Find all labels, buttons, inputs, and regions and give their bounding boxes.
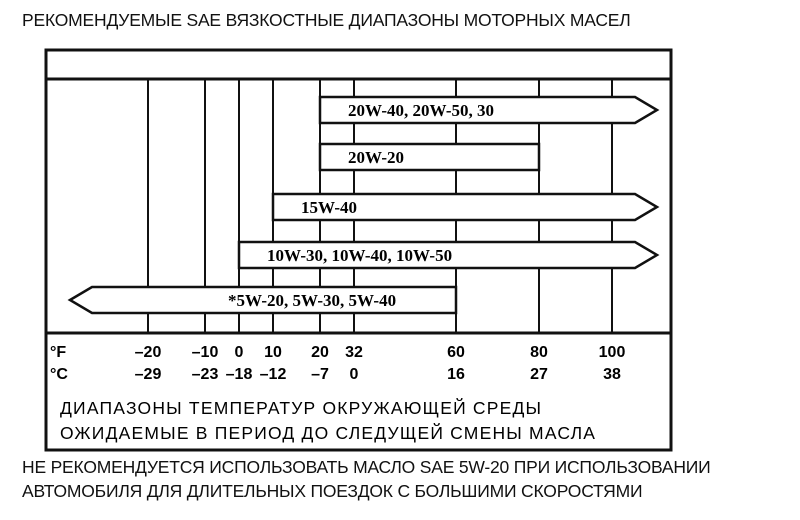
viscosity-bars (70, 97, 657, 313)
diagram-title: РЕКОМЕНДУЕМЫЕ SAE ВЯЗКОСТНЫЕ ДИАПАЗОНЫ МОТОРНЫХ МАСЕЛ (22, 10, 631, 30)
fahrenheit-tick-2: 0 (234, 344, 244, 361)
celsius-tick-6: 16 (447, 366, 465, 383)
viscosity-bar-label-1: 20W-20 (348, 148, 405, 167)
celsius-tick-2: –18 (225, 366, 253, 383)
fahrenheit-tick-3: 10 (264, 344, 282, 361)
viscosity-bar-label-2: 15W-40 (301, 198, 358, 217)
caption-line-1: ДИАПАЗОНЫ ТЕМПЕРАТУР ОКРУЖАЮЩЕЙ СРЕДЫ (60, 398, 543, 418)
viscosity-bar-label-0: 20W-40, 20W-50, 30 (348, 101, 495, 120)
temperature-scale (50, 344, 625, 383)
celsius-tick-5: 0 (349, 366, 359, 383)
warning-note-line-1: НЕ РЕКОМЕНДУЕТСЯ ИСПОЛЬЗОВАТЬ МАСЛО SAE 5W-20 ПРИ ИСПОЛЬЗОВАНИИ (22, 457, 711, 477)
celsius-tick-3: –12 (259, 366, 287, 383)
celsius-tick-4: –7 (311, 366, 329, 383)
fahrenheit-tick-4: 20 (311, 344, 329, 361)
fahrenheit-tick-6: 60 (447, 344, 465, 361)
celsius-tick-7: 27 (530, 366, 548, 383)
fahrenheit-tick-7: 80 (530, 344, 548, 361)
fahrenheit-tick-0: –20 (134, 344, 162, 361)
viscosity-bar-label-3: 10W-30, 10W-40, 10W-50 (267, 246, 453, 265)
fahrenheit-unit-label: °F (50, 344, 67, 361)
fahrenheit-tick-8: 100 (598, 344, 626, 361)
fahrenheit-tick-1: –10 (191, 344, 219, 361)
warning-note-line-2: АВТОМОБИЛЯ ДЛЯ ДЛИТЕЛЬНЫХ ПОЕЗДОК С БОЛЬШИМИ СКОРОСТЯМИ (22, 481, 643, 501)
celsius-tick-8: 38 (603, 366, 621, 383)
celsius-unit-label: °C (50, 366, 68, 383)
celsius-tick-0: –29 (134, 366, 162, 383)
caption-line-2: ОЖИДАЕМЫЕ В ПЕРИОД ДО СЛЕДУЩЕЙ СМЕНЫ МАСЛА (60, 423, 597, 443)
celsius-tick-1: –23 (191, 366, 219, 383)
viscosity-bar-label-4: *5W-20, 5W-30, 5W-40 (228, 291, 397, 310)
fahrenheit-tick-5: 32 (345, 344, 363, 361)
